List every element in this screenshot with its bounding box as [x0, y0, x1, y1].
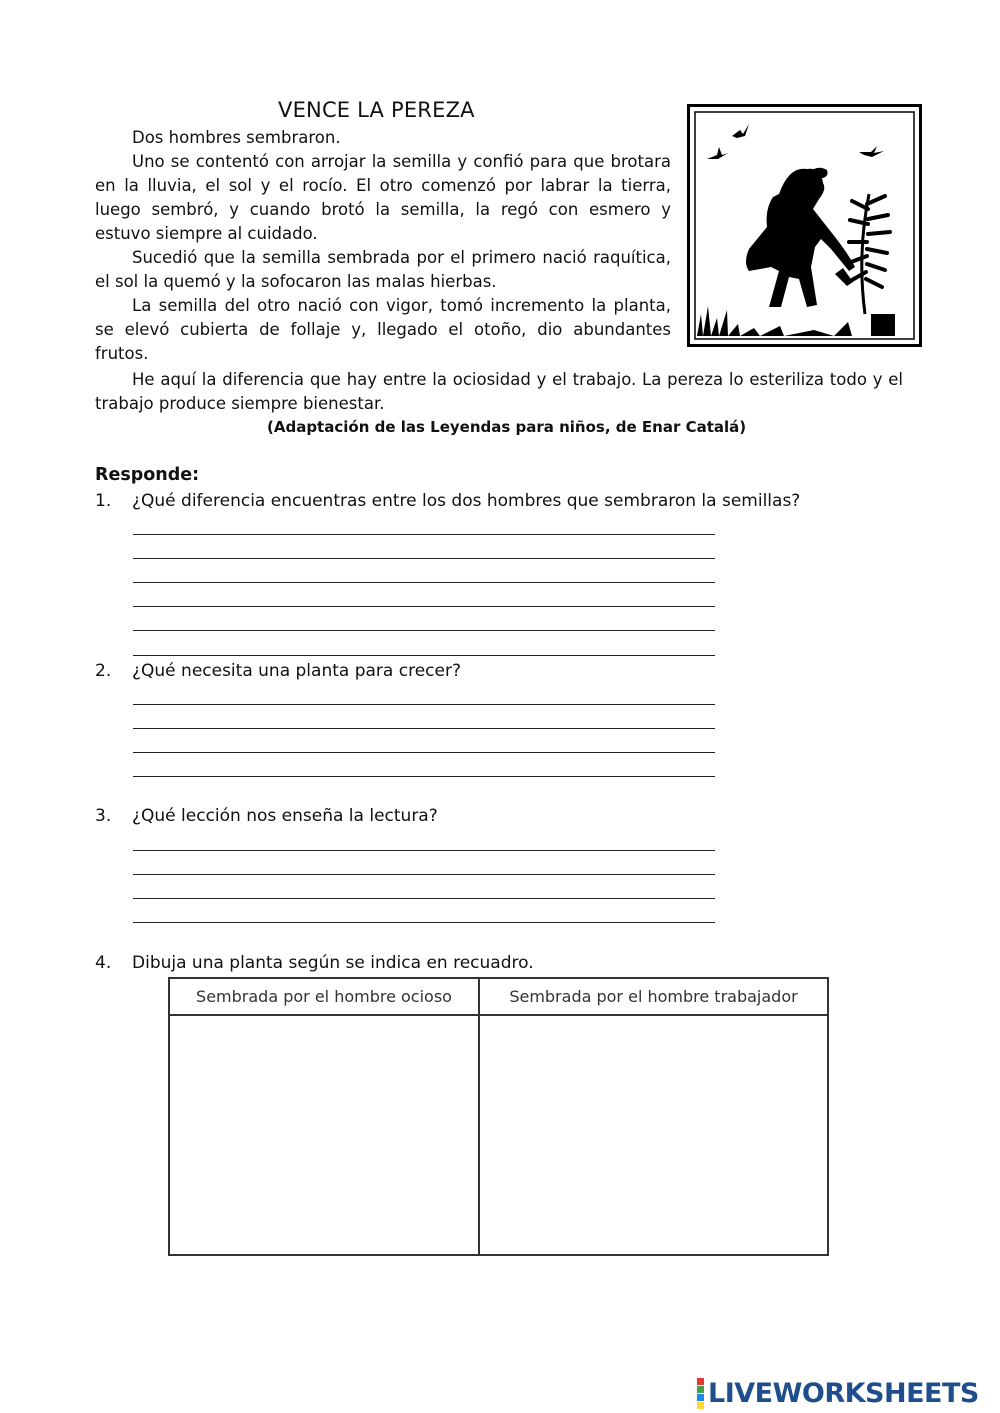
- logo-text: LIVEWORKSHEETS: [708, 1377, 979, 1409]
- answer-line[interactable]: [133, 582, 715, 583]
- story-paragraph-2: Uno se contentó con arrojar la semilla y confió para que brotara en la lluvia, el sol y el rocío. El otro comenzó por labrar la tierra, luego sembró, y cuando brotó la semilla, la regó con esmero y estuvo siempre al cuidado.: [95, 152, 671, 243]
- answer-line[interactable]: [133, 752, 715, 753]
- question-text: ¿Qué lección nos enseña la lectura?: [132, 806, 438, 826]
- question-number: 1.: [95, 491, 112, 511]
- liveworksheets-logo[interactable]: [697, 1376, 979, 1410]
- responde-heading: Responde:: [95, 465, 200, 485]
- question-text: Dibuja una planta según se indica en recuadro.: [132, 953, 534, 973]
- answer-line[interactable]: [133, 850, 715, 851]
- answer-line[interactable]: [133, 630, 715, 631]
- drawing-box-ocioso[interactable]: [169, 1015, 479, 1255]
- girl-watering-plant-silhouette-icon: [687, 104, 922, 347]
- drawing-table: [168, 977, 829, 1256]
- answer-line[interactable]: [133, 898, 715, 899]
- answer-line[interactable]: [133, 874, 715, 875]
- page-title: VENCE LA PEREZA: [278, 98, 475, 122]
- story-paragraph-1: Dos hombres sembraron.: [132, 128, 341, 147]
- answer-line[interactable]: [133, 558, 715, 559]
- answer-line[interactable]: [133, 922, 715, 923]
- answer-line[interactable]: [133, 534, 715, 535]
- drawing-box-trabajador[interactable]: [479, 1015, 828, 1255]
- question-number: 2.: [95, 661, 112, 681]
- logo-icon: [697, 1378, 704, 1409]
- answer-line[interactable]: [133, 776, 715, 777]
- story-paragraph-5: He aquí la diferencia que hay entre la ociosidad y el trabajo. La pereza lo esteriliza todo y el trabajo produce siempre bienestar.: [95, 370, 903, 413]
- question-number: 4.: [95, 953, 112, 973]
- question-text: ¿Qué necesita una planta para crecer?: [132, 661, 461, 681]
- answer-line[interactable]: [133, 728, 715, 729]
- question-number: 3.: [95, 806, 112, 826]
- answer-line[interactable]: [133, 606, 715, 607]
- column-header-ocioso: Sembrada por el hombre ocioso: [169, 978, 479, 1015]
- story-paragraph-3: Sucedió que la semilla sembrada por el primero nació raquítica, el sol la quemó y la sofocaron las malas hierbas.: [95, 248, 671, 291]
- question-text: ¿Qué diferencia encuentras entre los dos hombres que sembraron la semillas?: [132, 491, 801, 511]
- answer-line[interactable]: [133, 704, 715, 705]
- column-header-trabajador: Sembrada por el hombre trabajador: [479, 978, 828, 1015]
- answer-line[interactable]: [133, 655, 715, 656]
- story-credit: (Adaptación de las Leyendas para niños, de Enar Catalá): [267, 418, 747, 436]
- story-paragraph-4: La semilla del otro nació con vigor, tomó incremento la planta, se elevó cubierta de follaje y, llegado el otoño, dio abundantes frutos.: [95, 296, 671, 363]
